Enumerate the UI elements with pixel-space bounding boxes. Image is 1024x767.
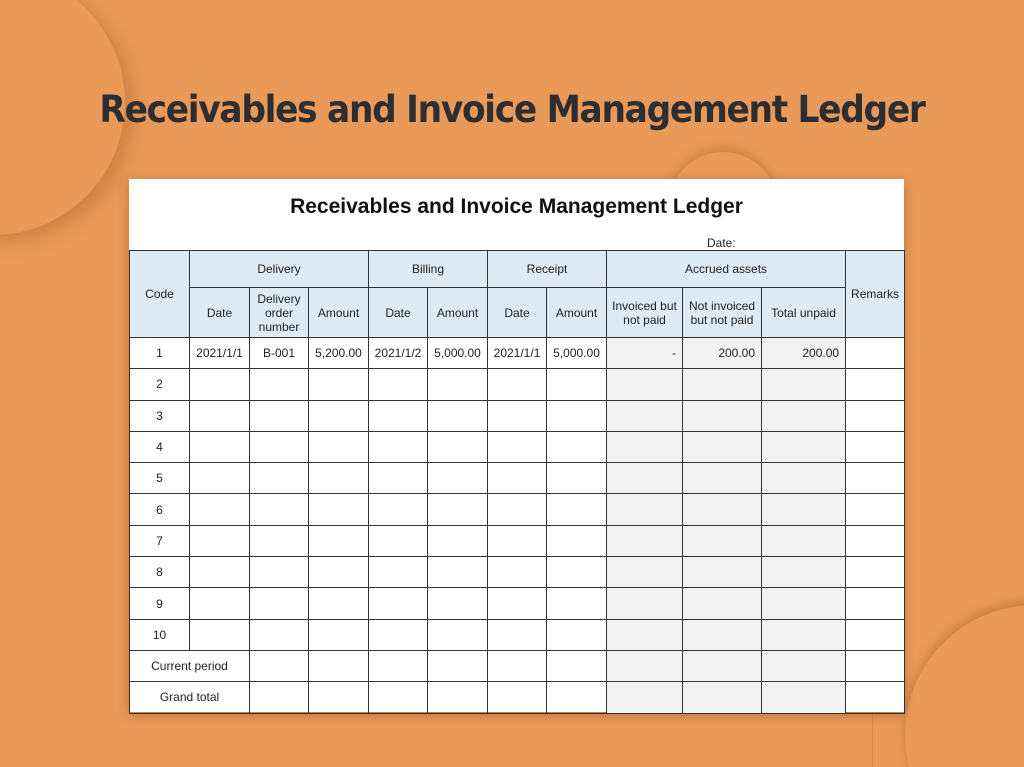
cell-total-unpaid[interactable] (762, 557, 846, 588)
cell-total-unpaid[interactable]: 200.00 (762, 338, 846, 369)
background-circle-bottom-right (905, 605, 1024, 767)
cell-code: 6 (130, 494, 190, 525)
header-receipt-amount: Amount (547, 288, 607, 338)
cell-receipt-date[interactable]: 2021/1/1 (488, 338, 547, 369)
cell-delivery-order-number[interactable] (250, 463, 309, 494)
cell-delivery-amount[interactable] (309, 431, 369, 462)
header-row-groups (130, 251, 905, 288)
cell-total-unpaid[interactable] (762, 463, 846, 494)
cell-delivery-date[interactable] (190, 619, 250, 650)
table-row (130, 588, 905, 619)
header-row-columns (130, 288, 905, 338)
cell-billing-date[interactable] (369, 400, 428, 431)
cell-invoiced-not-paid[interactable] (607, 463, 683, 494)
cell-receipt-date[interactable] (488, 463, 547, 494)
cell-not-invoiced-not-paid[interactable] (683, 369, 762, 400)
cell-delivery-date[interactable] (190, 525, 250, 556)
grand-total-label: Grand total (130, 682, 250, 713)
cell-billing-date[interactable] (369, 494, 428, 525)
grand-total-row (130, 682, 905, 713)
cell-receipt-date[interactable] (488, 494, 547, 525)
cell-remarks[interactable] (846, 400, 905, 431)
cell-delivery-amount[interactable] (309, 588, 369, 619)
table-row (130, 400, 905, 431)
header-remarks: Remarks (846, 251, 905, 338)
table-row (130, 431, 905, 462)
cell-remarks[interactable] (846, 588, 905, 619)
header-delivery-order-number: Delivery order number (250, 288, 309, 338)
cell-delivery-amount[interactable] (309, 463, 369, 494)
cell-not-invoiced-not-paid[interactable] (683, 400, 762, 431)
cell-code: 5 (130, 463, 190, 494)
cell-delivery-amount[interactable] (309, 494, 369, 525)
cell-billing-date[interactable] (369, 588, 428, 619)
cell-billing-amount[interactable] (428, 650, 488, 681)
table-row (130, 338, 905, 369)
cell-receipt-amount[interactable] (547, 557, 607, 588)
cell-billing-amount[interactable] (428, 494, 488, 525)
cell-not-invoiced-not-paid[interactable] (683, 682, 762, 713)
current-period-row (130, 650, 905, 681)
cell-not-invoiced-not-paid[interactable]: 200.00 (683, 338, 762, 369)
table-row (130, 525, 905, 556)
cell-delivery-order-number[interactable]: B-001 (250, 338, 309, 369)
cell-invoiced-not-paid[interactable] (607, 400, 683, 431)
cell-receipt-date[interactable] (488, 619, 547, 650)
cell-total-unpaid[interactable] (762, 494, 846, 525)
cell-receipt-date[interactable] (488, 588, 547, 619)
cell-billing-amount[interactable]: 5,000.00 (428, 338, 488, 369)
cell-delivery-order-number[interactable] (250, 400, 309, 431)
cell-billing-amount[interactable] (428, 525, 488, 556)
cell-delivery-amount[interactable]: 5,200.00 (309, 338, 369, 369)
cell-code: 9 (130, 588, 190, 619)
table-row (130, 557, 905, 588)
cell-total-unpaid[interactable] (762, 400, 846, 431)
cell-delivery-date[interactable] (190, 588, 250, 619)
cell-delivery-order-number[interactable] (250, 494, 309, 525)
header-delivery: Delivery (190, 251, 369, 288)
cell-remarks[interactable] (846, 525, 905, 556)
cell-total-unpaid[interactable] (762, 619, 846, 650)
current-period-label: Current period (130, 650, 250, 681)
cell-delivery-amount[interactable] (309, 650, 369, 681)
cell-receipt-amount[interactable] (547, 494, 607, 525)
cell-billing-date[interactable] (369, 619, 428, 650)
header-not-invoiced-not-paid: Not invoiced but not paid (683, 288, 762, 338)
cell-remarks[interactable] (846, 431, 905, 462)
cell-remarks[interactable] (846, 619, 905, 650)
cell-billing-amount[interactable] (428, 557, 488, 588)
cell-receipt-amount[interactable] (547, 463, 607, 494)
cell-billing-amount[interactable] (428, 369, 488, 400)
ledger-sheet (129, 179, 904, 712)
cell-invoiced-not-paid[interactable] (607, 650, 683, 681)
cell-receipt-date[interactable] (488, 400, 547, 431)
cell-receipt-amount[interactable] (547, 431, 607, 462)
header-billing-date: Date (369, 288, 428, 338)
cell-receipt-amount[interactable] (547, 650, 607, 681)
cell-delivery-order-number[interactable] (250, 682, 309, 713)
cell-not-invoiced-not-paid[interactable] (683, 588, 762, 619)
table-row (130, 463, 905, 494)
cell-receipt-amount[interactable]: 5,000.00 (547, 338, 607, 369)
cell-invoiced-not-paid[interactable] (607, 431, 683, 462)
cell-not-invoiced-not-paid[interactable] (683, 525, 762, 556)
cell-receipt-amount[interactable] (547, 400, 607, 431)
cell-not-invoiced-not-paid[interactable] (683, 431, 762, 462)
header-delivery-amount: Amount (309, 288, 369, 338)
cell-receipt-date[interactable] (488, 650, 547, 681)
cell-delivery-order-number[interactable] (250, 525, 309, 556)
cell-invoiced-not-paid[interactable] (607, 682, 683, 713)
cell-billing-date[interactable] (369, 650, 428, 681)
ledger-table (129, 250, 905, 714)
cell-remarks[interactable] (846, 682, 905, 713)
cell-billing-amount[interactable] (428, 588, 488, 619)
cell-billing-date[interactable] (369, 431, 428, 462)
cell-total-unpaid[interactable] (762, 431, 846, 462)
cell-receipt-date[interactable] (488, 369, 547, 400)
cell-billing-date[interactable] (369, 463, 428, 494)
cell-billing-date[interactable] (369, 369, 428, 400)
cell-billing-date[interactable] (369, 682, 428, 713)
cell-delivery-order-number[interactable] (250, 557, 309, 588)
cell-delivery-order-number[interactable] (250, 588, 309, 619)
header-accrued-assets: Accrued assets (607, 251, 846, 288)
background-divider (872, 712, 873, 767)
cell-receipt-date[interactable] (488, 525, 547, 556)
header-billing: Billing (369, 251, 488, 288)
cell-billing-amount[interactable] (428, 682, 488, 713)
cell-invoiced-not-paid[interactable] (607, 557, 683, 588)
cell-delivery-date[interactable]: 2021/1/1 (190, 338, 250, 369)
cell-invoiced-not-paid[interactable] (607, 525, 683, 556)
cell-delivery-amount[interactable] (309, 369, 369, 400)
cell-delivery-order-number[interactable] (250, 650, 309, 681)
cell-code: 8 (130, 557, 190, 588)
cell-remarks[interactable] (846, 494, 905, 525)
header-receipt-date: Date (488, 288, 547, 338)
header-invoiced-not-paid: Invoiced but not paid (607, 288, 683, 338)
cell-receipt-date[interactable] (488, 557, 547, 588)
cell-total-unpaid[interactable] (762, 588, 846, 619)
cell-receipt-amount[interactable] (547, 619, 607, 650)
cell-code: 4 (130, 431, 190, 462)
cell-delivery-order-number[interactable] (250, 369, 309, 400)
cell-invoiced-not-paid[interactable]: - (607, 338, 683, 369)
cell-delivery-amount[interactable] (309, 557, 369, 588)
cell-delivery-amount[interactable] (309, 400, 369, 431)
cell-remarks[interactable] (846, 369, 905, 400)
table-row (130, 494, 905, 525)
cell-billing-date[interactable]: 2021/1/2 (369, 338, 428, 369)
cell-code: 2 (130, 369, 190, 400)
cell-billing-amount[interactable] (428, 463, 488, 494)
cell-total-unpaid[interactable] (762, 650, 846, 681)
sheet-title: Receivables and Invoice Management Ledger (290, 195, 743, 218)
cell-total-unpaid[interactable] (762, 525, 846, 556)
cell-delivery-date[interactable] (190, 494, 250, 525)
header-billing-amount: Amount (428, 288, 488, 338)
cell-remarks[interactable] (846, 463, 905, 494)
cell-billing-date[interactable] (369, 557, 428, 588)
cell-invoiced-not-paid[interactable] (607, 588, 683, 619)
cell-receipt-amount[interactable] (547, 682, 607, 713)
cell-remarks[interactable] (846, 338, 905, 369)
date-label: Date: (707, 236, 736, 250)
cell-delivery-date[interactable] (190, 557, 250, 588)
cell-receipt-date[interactable] (488, 682, 547, 713)
cell-billing-amount[interactable] (428, 619, 488, 650)
cell-not-invoiced-not-paid[interactable] (683, 619, 762, 650)
cell-delivery-order-number[interactable] (250, 431, 309, 462)
cell-billing-amount[interactable] (428, 431, 488, 462)
cell-billing-amount[interactable] (428, 400, 488, 431)
cell-code: 7 (130, 525, 190, 556)
header-total-unpaid: Total unpaid (762, 288, 846, 338)
page-headline: Receivables and Invoice Management Ledger (99, 88, 925, 131)
header-code: Code (130, 251, 190, 338)
header-receipt: Receipt (488, 251, 607, 288)
cell-invoiced-not-paid[interactable] (607, 494, 683, 525)
cell-delivery-amount[interactable] (309, 682, 369, 713)
cell-remarks[interactable] (846, 650, 905, 681)
header-delivery-date: Date (190, 288, 250, 338)
cell-invoiced-not-paid[interactable] (607, 369, 683, 400)
cell-total-unpaid[interactable] (762, 682, 846, 713)
cell-delivery-order-number[interactable] (250, 619, 309, 650)
cell-total-unpaid[interactable] (762, 369, 846, 400)
cell-delivery-date[interactable] (190, 431, 250, 462)
cell-remarks[interactable] (846, 557, 905, 588)
cell-not-invoiced-not-paid[interactable] (683, 463, 762, 494)
cell-receipt-date[interactable] (488, 431, 547, 462)
cell-delivery-date[interactable] (190, 400, 250, 431)
cell-not-invoiced-not-paid[interactable] (683, 650, 762, 681)
cell-code: 1 (130, 338, 190, 369)
cell-invoiced-not-paid[interactable] (607, 619, 683, 650)
cell-code: 10 (130, 619, 190, 650)
cell-not-invoiced-not-paid[interactable] (683, 494, 762, 525)
table-row (130, 619, 905, 650)
cell-receipt-amount[interactable] (547, 588, 607, 619)
cell-delivery-amount[interactable] (309, 525, 369, 556)
cell-delivery-date[interactable] (190, 369, 250, 400)
cell-delivery-date[interactable] (190, 463, 250, 494)
cell-receipt-amount[interactable] (547, 525, 607, 556)
cell-not-invoiced-not-paid[interactable] (683, 557, 762, 588)
cell-code: 3 (130, 400, 190, 431)
cell-receipt-amount[interactable] (547, 369, 607, 400)
cell-delivery-amount[interactable] (309, 619, 369, 650)
cell-billing-date[interactable] (369, 525, 428, 556)
table-row (130, 369, 905, 400)
